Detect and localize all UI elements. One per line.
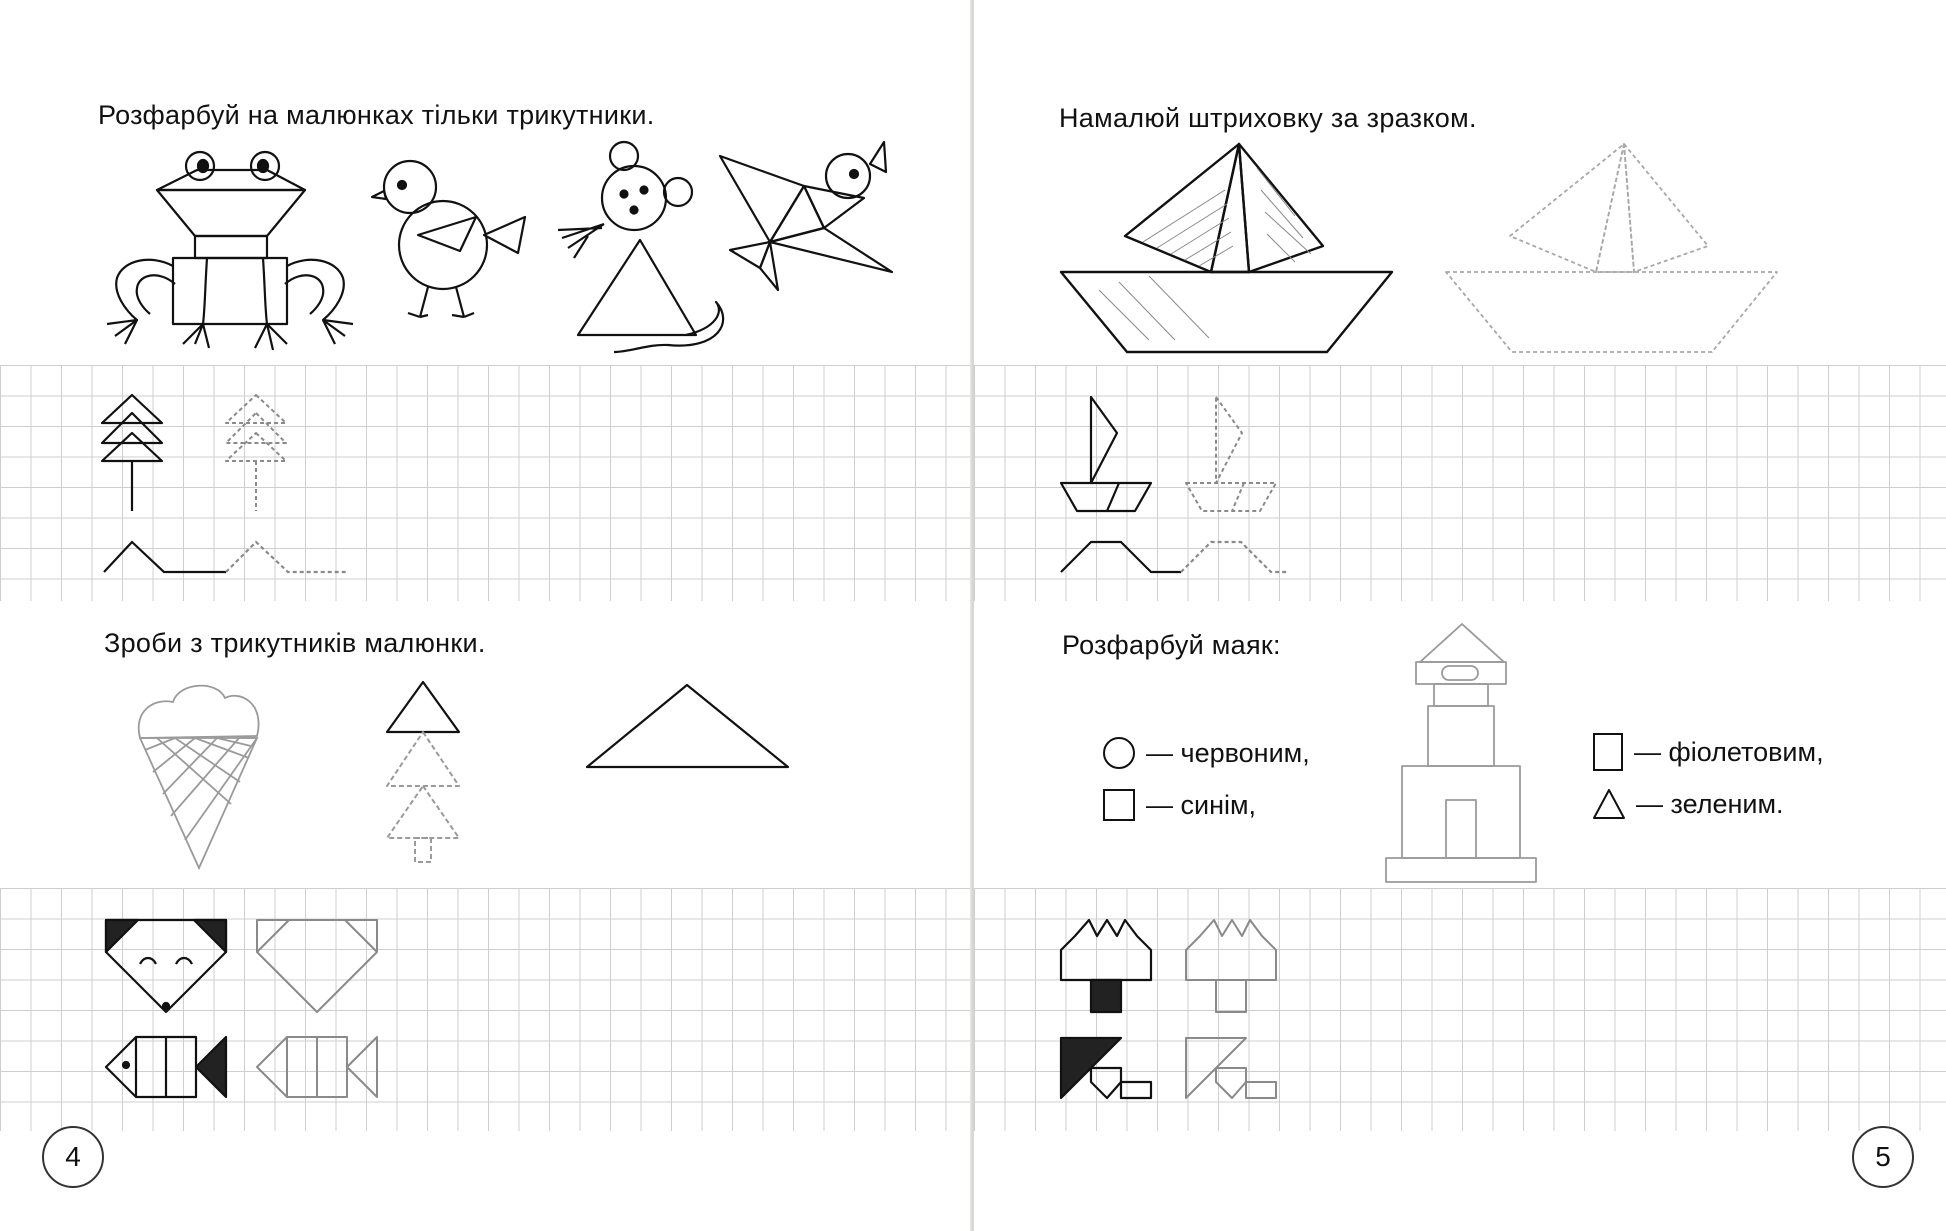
square-icon bbox=[1102, 788, 1136, 822]
left-page bbox=[0, 0, 972, 1231]
fish-pattern-trace bbox=[255, 1035, 380, 1099]
legend-item-rectangle bbox=[1592, 732, 1824, 772]
frog-drawing bbox=[95, 148, 365, 363]
triangle-tree-drawing bbox=[385, 680, 465, 870]
circle-icon bbox=[1102, 736, 1136, 770]
tree-pattern-sample bbox=[98, 395, 168, 515]
legend-item-circle bbox=[1102, 736, 1310, 770]
mushroom-pattern-trace bbox=[1184, 918, 1284, 1014]
legend-text-square: — синім, bbox=[1146, 789, 1257, 820]
sailboat-pattern-sample bbox=[1059, 395, 1159, 513]
boat-shading-trace bbox=[1444, 142, 1779, 357]
lighthouse-drawing bbox=[1384, 622, 1539, 884]
legend-item-square bbox=[1102, 788, 1256, 822]
page-number-right: 5 bbox=[1852, 1126, 1914, 1188]
fish-pattern-sample bbox=[104, 1035, 229, 1099]
fox-pattern-trace bbox=[255, 918, 380, 1014]
zigzag-border-sample bbox=[98, 538, 348, 578]
tree-pattern-trace bbox=[222, 395, 292, 515]
right-page bbox=[974, 0, 1946, 1231]
chick-drawing bbox=[368, 155, 538, 315]
task-shading-instruction: Намалюй штриховку за зразком. bbox=[1059, 103, 1477, 133]
sailboat-pattern-trace bbox=[1184, 395, 1284, 513]
arrow-pattern-sample bbox=[1059, 1036, 1159, 1100]
wide-triangle-drawing bbox=[585, 683, 790, 769]
task-make-pictures-instruction: Зроби з трикутників малюнки. bbox=[104, 628, 486, 658]
legend-text-rectangle: — фіолетовим, bbox=[1634, 736, 1824, 767]
rectangle-icon bbox=[1592, 732, 1624, 772]
task-lighthouse-instruction: Розфарбуй маяк: bbox=[1062, 630, 1281, 660]
bird-drawing bbox=[712, 138, 912, 298]
task-colour-triangles-instruction: Розфарбуй на малюнках тільки трикутники. bbox=[98, 100, 655, 130]
legend-text-triangle: — зеленим. bbox=[1636, 788, 1784, 819]
boat-shading-sample bbox=[1059, 142, 1394, 357]
mushroom-pattern-sample bbox=[1059, 918, 1159, 1014]
fox-pattern-sample bbox=[104, 918, 229, 1014]
arrow-pattern-trace bbox=[1184, 1036, 1284, 1100]
wave-border-pattern bbox=[1059, 538, 1289, 578]
ice-cream-drawing bbox=[135, 680, 265, 870]
legend-item-triangle bbox=[1592, 788, 1784, 820]
page-number-left: 4 bbox=[42, 1126, 104, 1188]
triangle-icon bbox=[1592, 788, 1626, 820]
mouse-drawing bbox=[548, 140, 728, 355]
legend-text-circle: — червоним, bbox=[1146, 737, 1310, 768]
